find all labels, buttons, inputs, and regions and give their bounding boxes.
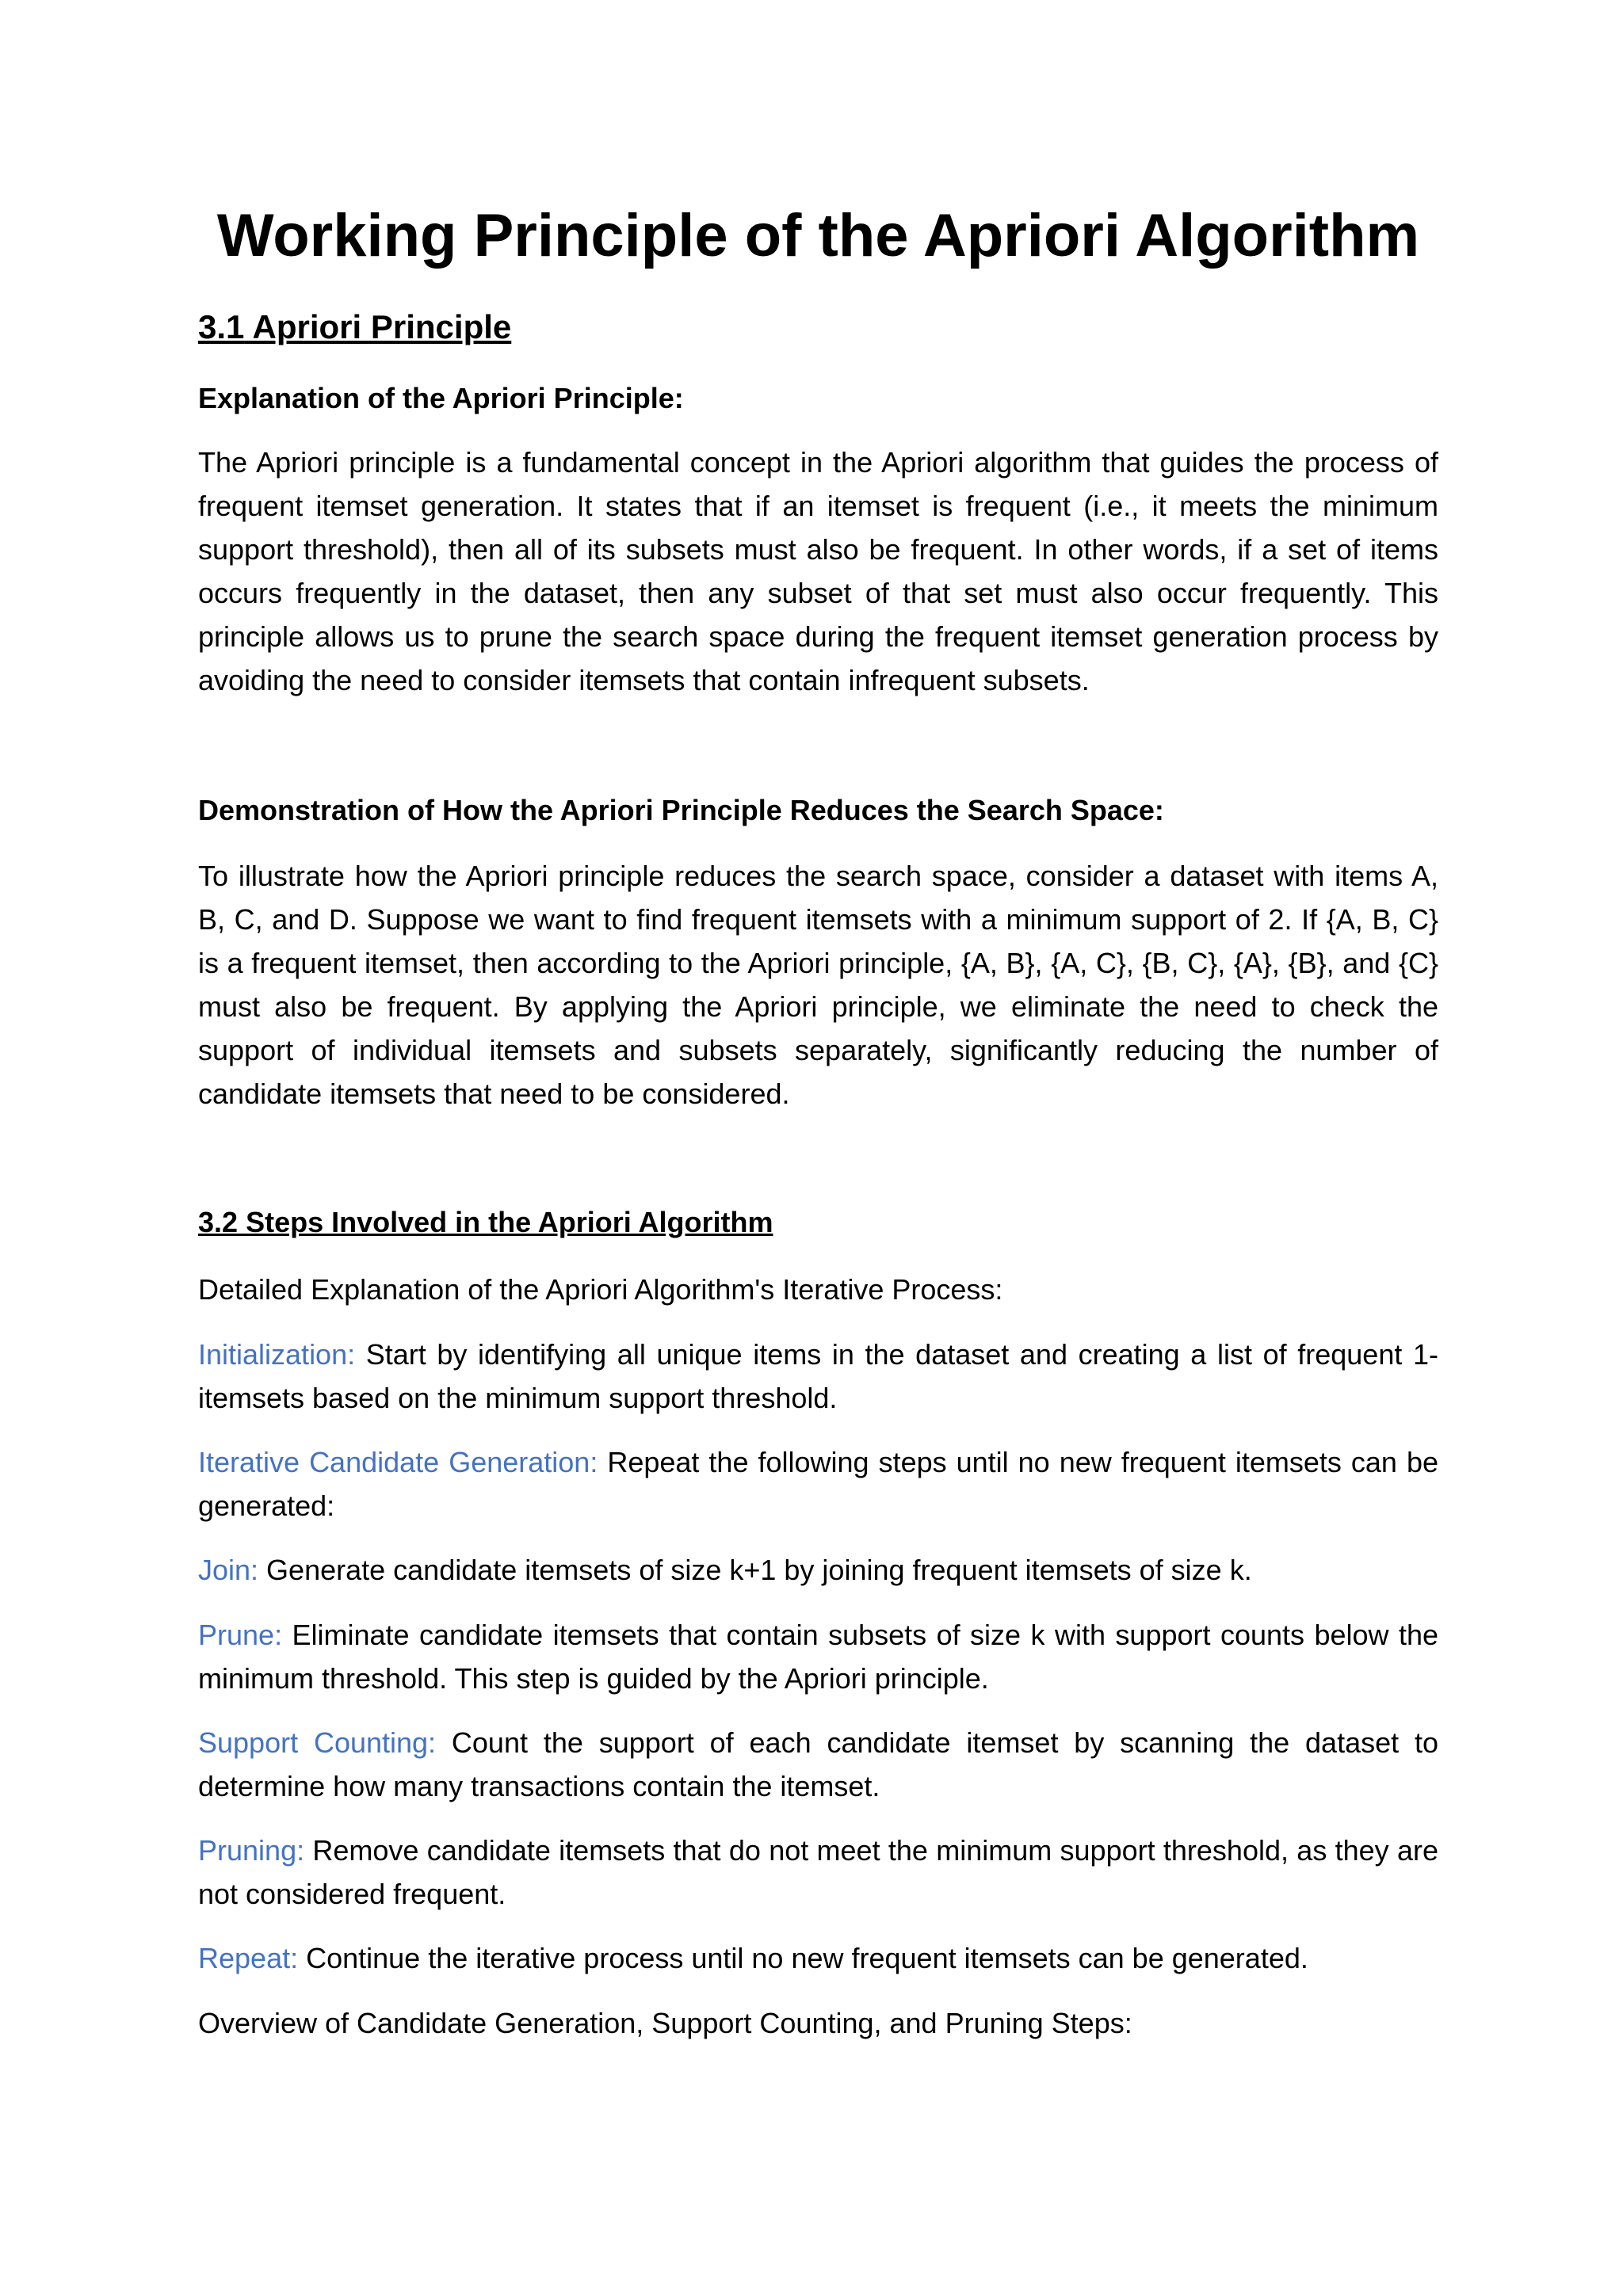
step-prune <box>198 1613 1438 1700</box>
step-pruning <box>198 1829 1438 1916</box>
step-join <box>198 1548 1438 1592</box>
step-repeat <box>198 1936 1438 1980</box>
step-text: Eliminate candidate itemsets that contain subsets of size k with support counts below the minimum threshold. This step is guided by the Apriori principle. <box>198 1619 1438 1695</box>
step-iterative-candidate-generation <box>198 1440 1438 1527</box>
iterative-process-intro: Detailed Explanation of the Apriori Algorithm's Iterative Process: <box>198 1273 1003 1306</box>
step-term: Support Counting: <box>198 1726 437 1759</box>
explanation-paragraph: The Apriori principle is a fundamental concept in the Apriori algorithm that guides the process of frequent itemset generation. It states that if an itemset is frequent (i.e., it meets the minimum support threshold), then all of its subsets must also be frequent. In other words, if a set of items occurs frequently in the dataset, then any subset of that set must also occur frequently. This principle allows us to prune the search space during the frequent itemset generation process by avoiding the need to consider itemsets that contain infrequent subsets. <box>198 446 1438 696</box>
overview-heading: Overview of Candidate Generation, Support Counting, and Pruning Steps: <box>198 2007 1132 2039</box>
step-text: Continue the iterative process until no new frequent itemsets can be generated. <box>298 1942 1308 1974</box>
step-text: Start by identifying all unique items in the dataset and creating a list of frequent 1-itemsets based on the minimum support threshold. <box>198 1338 1438 1414</box>
step-text: Remove candidate itemsets that do not meet the minimum support threshold, as they are not considered frequent. <box>198 1834 1438 1910</box>
step-support-counting <box>198 1721 1438 1808</box>
demonstration-heading: Demonstration of How the Apriori Principle Reduces the Search Space: <box>198 794 1164 826</box>
step-term: Iterative Candidate Generation: <box>198 1446 598 1478</box>
step-term: Pruning: <box>198 1834 305 1867</box>
step-text: Repeat the following steps until no new frequent itemsets can be generated: <box>198 1446 1439 1522</box>
section-3-2-number: 3.2 <box>198 1206 239 1238</box>
section-3-1-number: 3.1 <box>198 308 245 345</box>
step-term: Prune: <box>198 1619 283 1651</box>
section-3-2-title: Steps Involved in the Apriori Algorithm <box>246 1206 773 1238</box>
explanation-heading: Explanation of the Apriori Principle: <box>198 382 684 414</box>
demonstration-paragraph: To illustrate how the Apriori principle reduces the search space, consider a dataset with items A, B, C, and D. Suppose we want to find frequent itemsets with a minimum support of 2. If {A, B, C} is a frequent itemset, then according to the Apriori principle, {A, B}, {A, C}, {B, C}, {A}, {B}, and {C} must also be frequent. By applying the Apriori principle, we eliminate the need to check the support of individual itemsets and subsets separately, significantly reducing the number of candidate itemsets that need to be considered. <box>198 860 1438 1110</box>
step-term: Repeat: <box>198 1942 299 1974</box>
step-initialization <box>198 1333 1438 1420</box>
step-text: Count the support of each candidate itemset by scanning the dataset to determine how many transactions contain the itemset. <box>198 1726 1439 1802</box>
step-term: Join: <box>198 1554 259 1586</box>
step-text: Generate candidate itemsets of size k+1 by joining frequent itemsets of size k. <box>258 1554 1252 1586</box>
section-3-1-title: Apriori Principle <box>252 308 512 345</box>
step-term: Initialization: <box>198 1338 356 1371</box>
document-title: Working Principle of the Apriori Algorithm <box>216 202 1420 269</box>
section-3-1-heading <box>198 305 511 349</box>
section-3-2-heading <box>198 1203 773 1242</box>
